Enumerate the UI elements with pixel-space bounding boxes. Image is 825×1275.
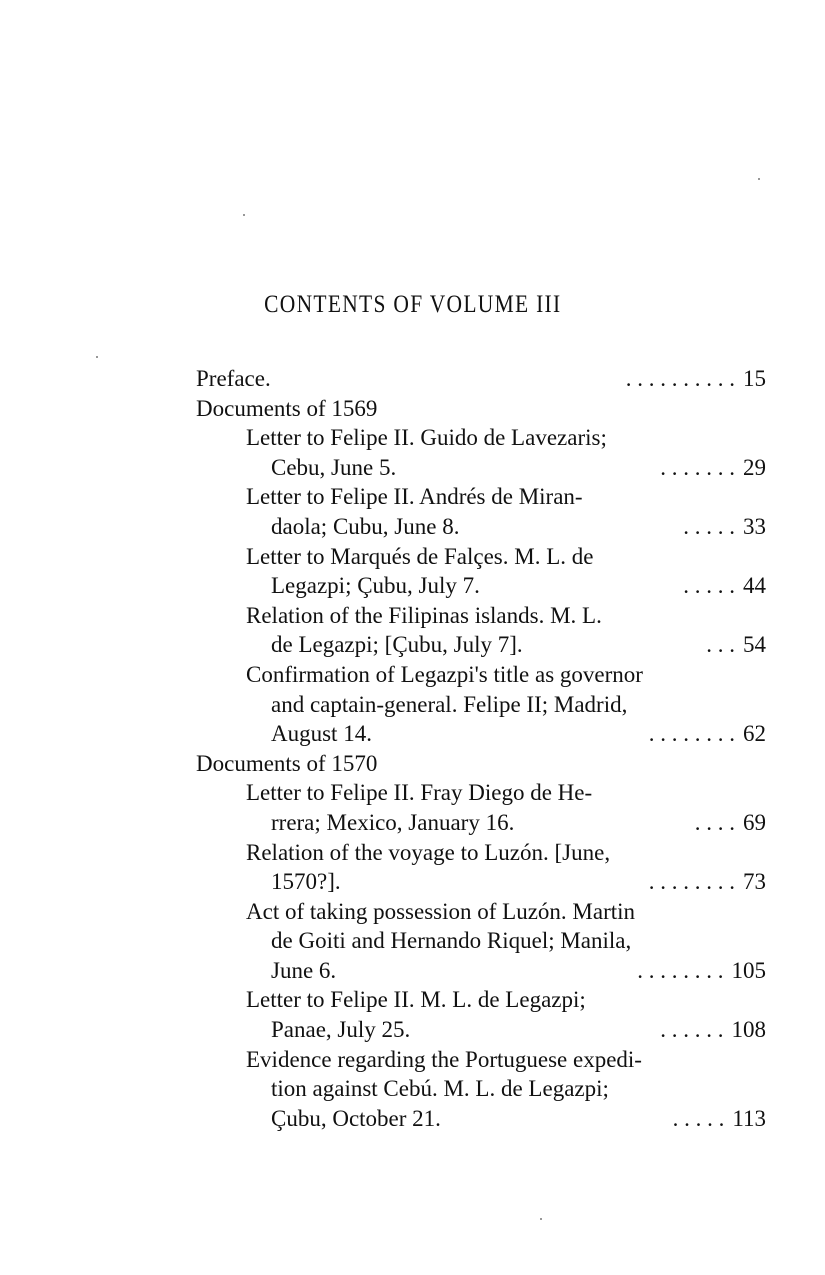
- dot-leader: . . . . . . . .: [648, 721, 735, 747]
- paper-speck: [758, 178, 760, 180]
- toc-entry-text: Relation of the voyage to Luzón. [June,: [246, 839, 611, 865]
- toc-entry-text: rrera; Mexico, January 16.: [271, 809, 515, 835]
- toc-entry-text: Letter to Felipe II. Andrés de Miran-: [246, 484, 583, 510]
- toc-entry: [196, 364, 766, 394]
- toc-entry: [196, 749, 766, 779]
- page-number: 105: [731, 957, 766, 983]
- page-number: 33: [743, 513, 766, 539]
- toc-entry-text: Letter to Marqués de Falçes. M. L. de: [246, 543, 594, 569]
- dot-leader: . . .: [706, 632, 735, 658]
- toc-entry-text: August 14.: [271, 721, 372, 747]
- dot-leader: . . . . . . .: [660, 454, 735, 480]
- page-number: 44: [743, 573, 766, 599]
- page-number: 15: [743, 366, 766, 391]
- toc-entry-text: Confirmation of Legazpi's title as governor: [246, 661, 643, 687]
- toc-entry-text: Evidence regarding the Portuguese expedi-: [246, 1046, 642, 1072]
- toc-entry-text: Cebu, June 5.: [271, 454, 397, 480]
- toc-entry: [196, 778, 766, 837]
- toc-entry-text: Legazpi; Çubu, July 7.: [271, 573, 480, 599]
- table-of-contents: [196, 364, 766, 1133]
- dot-leader: . . . . . . . .: [637, 957, 724, 983]
- toc-entry: [196, 542, 766, 601]
- toc-entry-text: Panae, July 25.: [271, 1017, 411, 1043]
- toc-entry-text: 1570?].: [271, 869, 341, 895]
- toc-entry: [196, 897, 766, 986]
- toc-entry-text: Documents of 1569: [196, 395, 378, 421]
- page-number: 29: [743, 454, 766, 480]
- toc-entry-text: Relation of the Filipinas islands. M. L.: [246, 602, 602, 628]
- toc-entry: [196, 601, 766, 660]
- dot-leader: . . . . .: [672, 1105, 725, 1131]
- paper-speck: [96, 356, 98, 358]
- dot-leader: . . . . .: [683, 573, 735, 599]
- dot-leader: . . . .: [694, 809, 735, 835]
- toc-entry-text: Letter to Felipe II. M. L. de Legazpi;: [246, 987, 586, 1013]
- toc-entry: [196, 394, 766, 424]
- toc-entry-text: Letter to Felipe II. Fray Diego de He-: [246, 780, 593, 806]
- page-number: 62: [743, 721, 766, 747]
- dot-leader: . . . . . .: [660, 1017, 724, 1043]
- page-number: 69: [743, 809, 766, 835]
- toc-entry-text: Documents of 1570: [196, 750, 378, 776]
- toc-entry: [196, 838, 766, 897]
- page-number: 108: [731, 1017, 766, 1043]
- toc-entry: [196, 660, 766, 749]
- dot-leader: . . . . . . . .: [648, 869, 735, 895]
- toc-entry: [196, 985, 766, 1044]
- toc-entry-text: de Legazpi; [Çubu, July 7].: [271, 632, 523, 658]
- toc-entry-text: daola; Cubu, June 8.: [271, 513, 460, 539]
- page-number: 54: [743, 632, 766, 658]
- page-title: CONTENTS OF VOLUME III: [264, 291, 562, 318]
- toc-entry-text: and captain-general. Felipe II; Madrid,: [271, 691, 628, 717]
- dot-leader: . . . . .: [683, 513, 735, 539]
- toc-entry-text: Çubu, October 21.: [271, 1105, 441, 1131]
- toc-entry-text: de Goiti and Hernando Riquel; Manila,: [271, 928, 632, 954]
- toc-entry-text: June 6.: [271, 957, 337, 983]
- toc-entry-text: Act of taking possession of Luzón. Martin: [246, 898, 636, 924]
- paper-speck: [243, 214, 245, 216]
- toc-entry: [196, 482, 766, 541]
- dot-leader: . . . . . . . . . .: [625, 366, 735, 391]
- toc-entry-text: Preface.: [196, 366, 271, 391]
- page-number: 73: [743, 869, 766, 895]
- toc-entry: [196, 1045, 766, 1134]
- toc-entry-text: Letter to Felipe II. Guido de Lavezaris;: [246, 425, 607, 451]
- toc-entry-text: tion against Cebú. M. L. de Legazpi;: [271, 1076, 609, 1102]
- toc-entry: [196, 423, 766, 482]
- paper-speck: [540, 1218, 542, 1220]
- page-number: 113: [732, 1105, 766, 1131]
